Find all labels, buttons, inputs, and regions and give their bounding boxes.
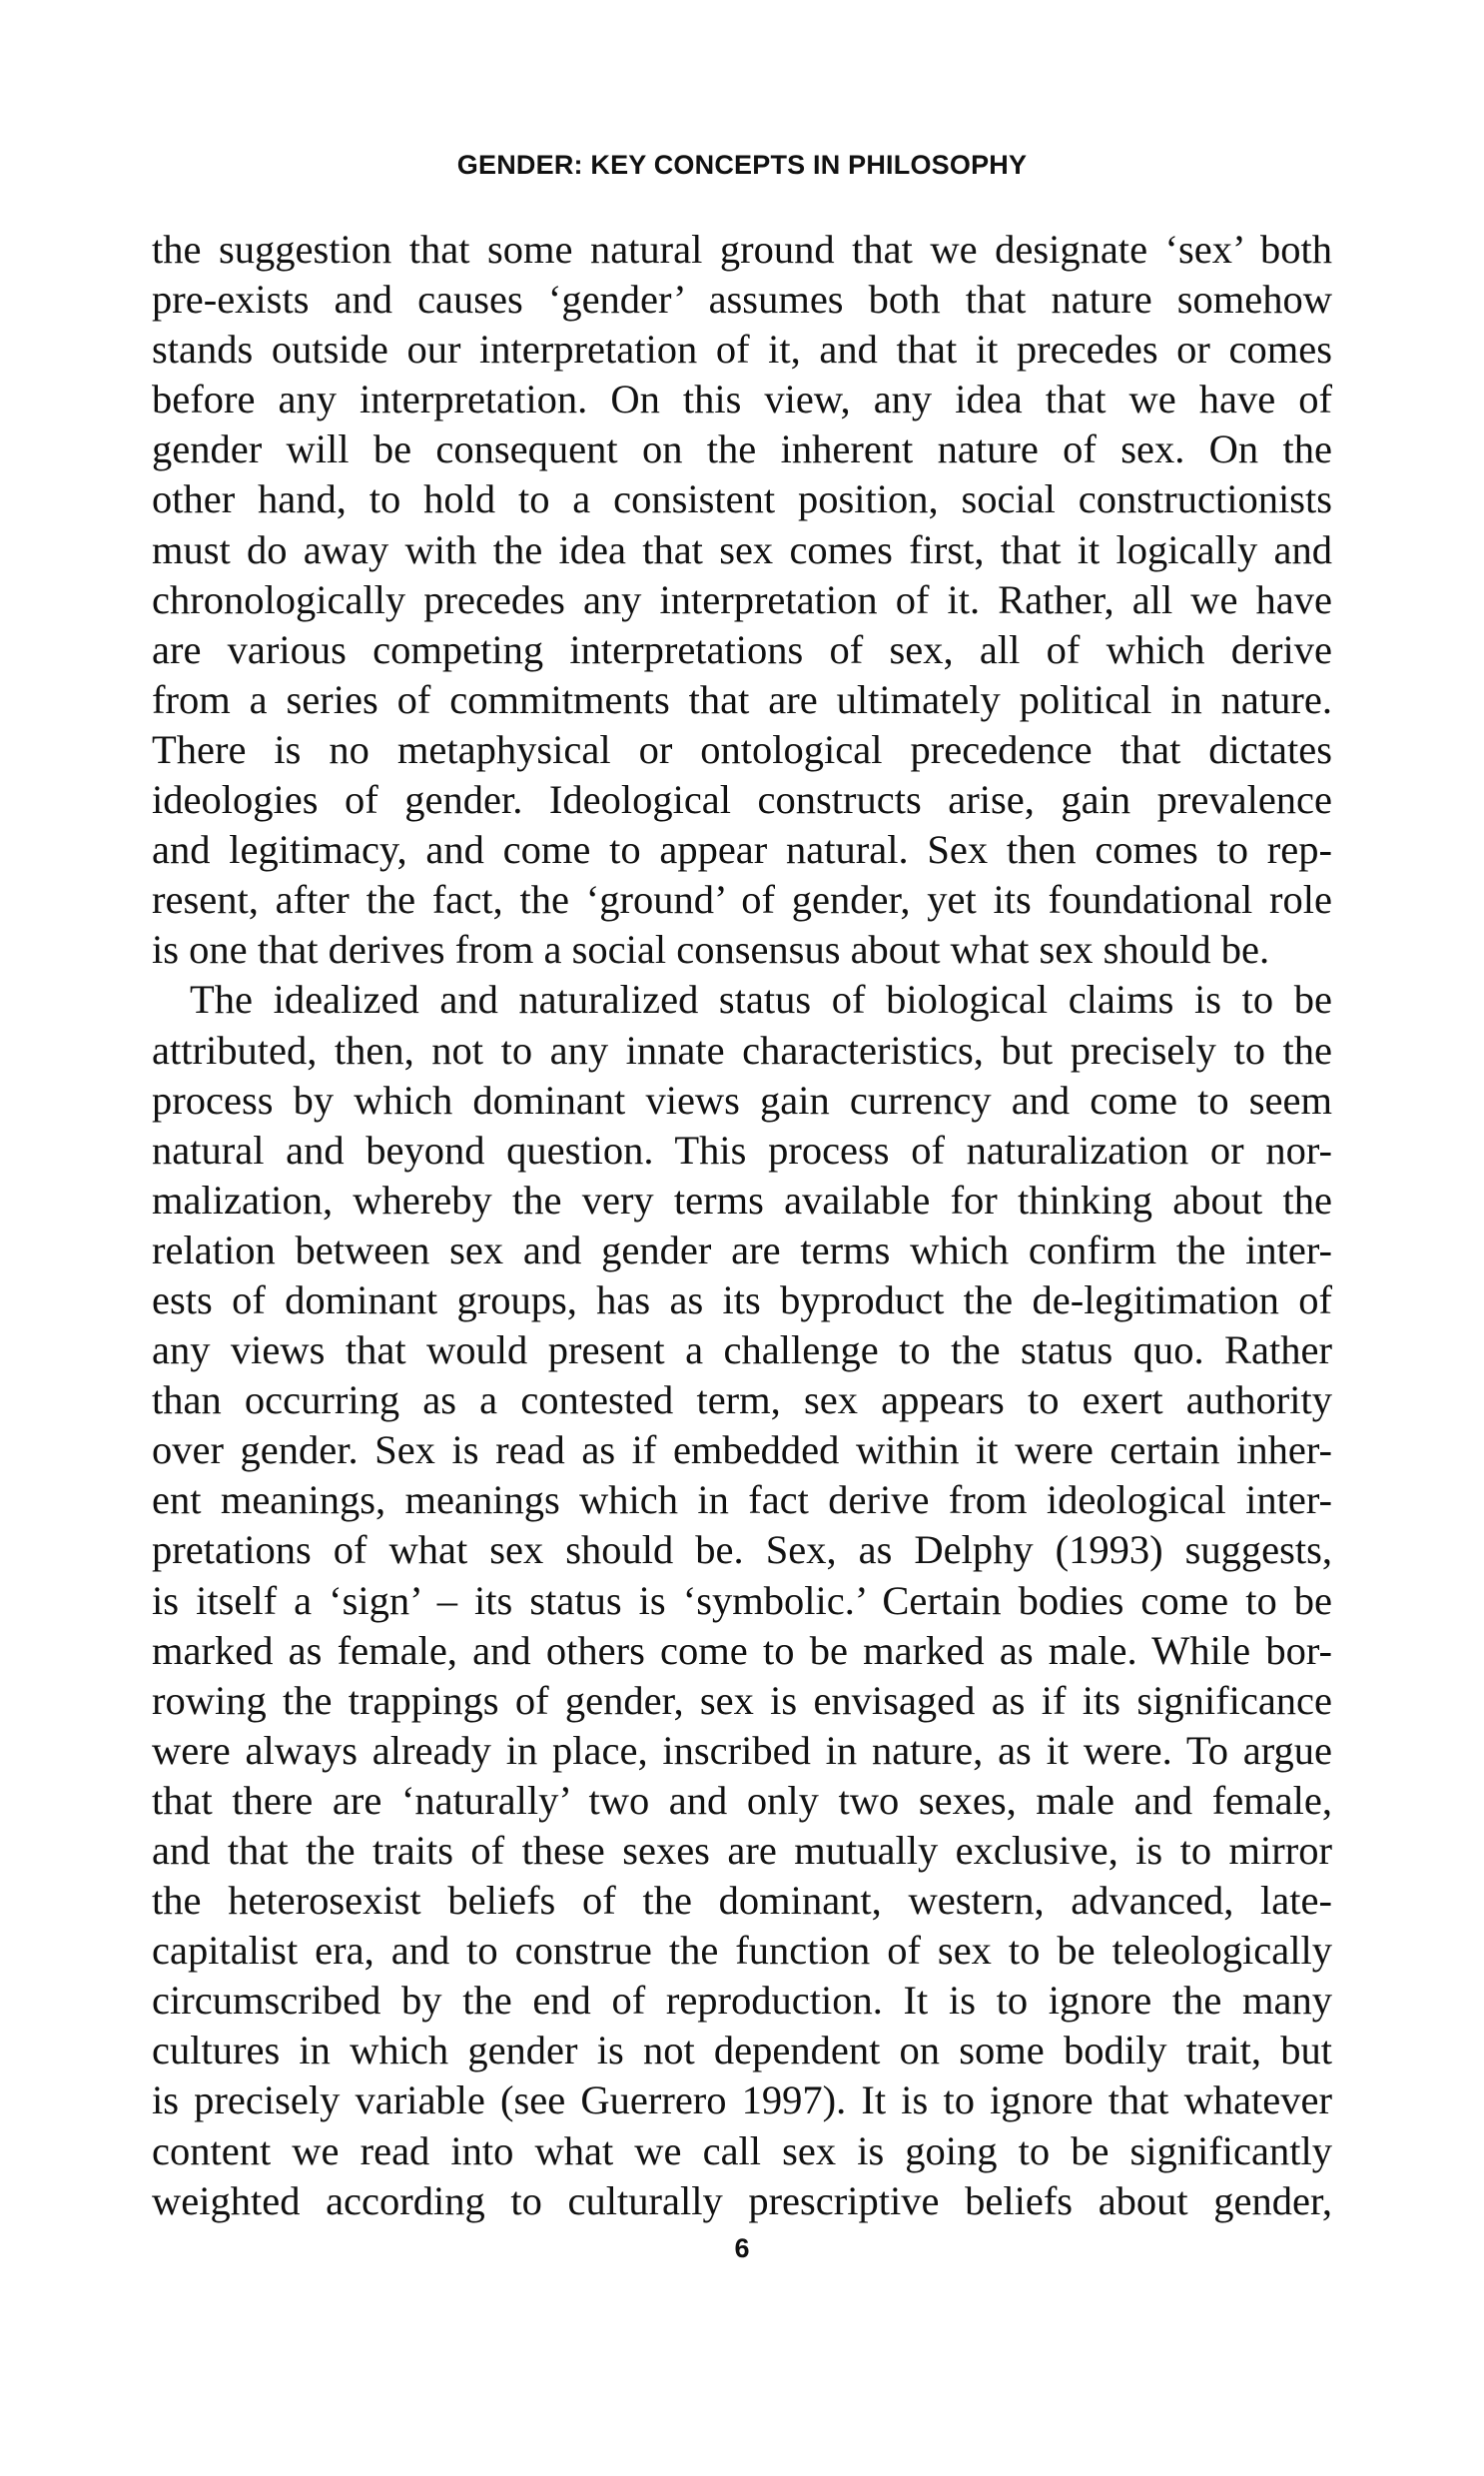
text-line: must do away with the idea that sex comes first, that it logically and <box>152 526 1332 572</box>
text-line: other hand, to hold to a consistent position, social constructionists <box>152 476 1332 522</box>
text-line: before any interpretation. On this view, any idea that we have of <box>152 377 1332 422</box>
text-line: weighted according to culturally prescriptive beliefs about gender, <box>152 2177 1332 2223</box>
text-line: pretations of what sex should be. Sex, as Delphy (1993) suggests, <box>152 1527 1332 1573</box>
text-line: ideologies of gender. Ideological constructs arise, gain prevalence <box>152 777 1332 823</box>
text-line: stands outside our interpretation of it, and that it precedes or comes <box>152 327 1332 373</box>
text-line: There is no metaphysical or ontological precedence that dictates <box>152 726 1332 772</box>
text-line: process by which dominant views gain currency and come to seem <box>152 1077 1332 1123</box>
text-line: from a series of commitments that are ultimately political in nature. <box>152 676 1332 722</box>
text-line: and that the traits of these sexes are mutually exclusive, is to mirror <box>152 1828 1332 1873</box>
text-line: cultures in which gender is not dependent on some bodily trait, but <box>152 2028 1332 2073</box>
text-line: marked as female, and others come to be marked as male. While bor- <box>152 1627 1332 1673</box>
body-text <box>152 225 1332 2226</box>
text-line: rowing the trappings of gender, sex is envisaged as if its significance <box>152 1677 1332 1723</box>
text-line: the heterosexist beliefs of the dominant, western, advanced, late- <box>152 1878 1332 1924</box>
text-line: is one that derives from a social consensus about what sex should be. <box>152 927 1270 973</box>
text-line: any views that would present a challenge to the status quo. Rather <box>152 1327 1332 1373</box>
paragraph-1 <box>152 225 1332 975</box>
text-line: ent meanings, meanings which in fact derive from ideological inter- <box>152 1477 1332 1523</box>
text-line: The idealized and naturalized status of biological claims is to be <box>190 977 1332 1023</box>
text-line: and legitimacy, and come to appear natural. Sex then comes to rep- <box>152 827 1332 873</box>
text-line: relation between sex and gender are terms which confirm the inter- <box>152 1227 1332 1272</box>
text-line: gender will be consequent on the inherent nature of sex. On the <box>152 426 1332 472</box>
text-line: ests of dominant groups, has as its byproduct the de-legitimation of <box>152 1276 1332 1322</box>
text-line: that there are ‘naturally’ two and only two sexes, male and female, <box>152 1777 1332 1823</box>
paragraph-2 <box>152 975 1332 2225</box>
text-line: over gender. Sex is read as if embedded within it were certain inher- <box>152 1427 1332 1473</box>
page-number: 6 <box>734 2233 750 2263</box>
text-line: malization, whereby the very terms available for thinking about the <box>152 1177 1332 1223</box>
text-line: were always already in place, inscribed in nature, as it were. To argue <box>152 1727 1332 1773</box>
text-line: natural and beyond question. This process of naturalization or nor- <box>152 1127 1332 1173</box>
text-line: attributed, then, not to any innate characteristics, but precisely to the <box>152 1027 1332 1073</box>
text-line: content we read into what we call sex is going to be significantly <box>152 2127 1332 2173</box>
text-line: are various competing interpretations of sex, all of which derive <box>152 626 1332 672</box>
text-line: than occurring as a contested term, sex appears to exert authority <box>152 1377 1332 1423</box>
text-line: the suggestion that some natural ground that we designate ‘sex’ both <box>152 227 1332 272</box>
text-line: circumscribed by the end of reproduction. It is to ignore the many <box>152 1978 1332 2024</box>
running-head: GENDER: KEY CONCEPTS IN PHILOSOPHY <box>456 150 1028 180</box>
text-line: capitalist era, and to construe the function of sex to be teleologically <box>152 1928 1332 1974</box>
text-line: is itself a ‘sign’ – its status is ‘symbolic.’ Certain bodies come to be <box>152 1577 1332 1623</box>
text-line: is precisely variable (see Guerrero 1997). It is to ignore that whatever <box>152 2077 1332 2123</box>
text-line: resent, after the fact, the ‘ground’ of gender, yet its foundational role <box>152 877 1332 923</box>
text-line: chronologically precedes any interpretation of it. Rather, all we have <box>152 576 1332 622</box>
text-line: pre-exists and causes ‘gender’ assumes both that nature somehow <box>152 277 1332 323</box>
